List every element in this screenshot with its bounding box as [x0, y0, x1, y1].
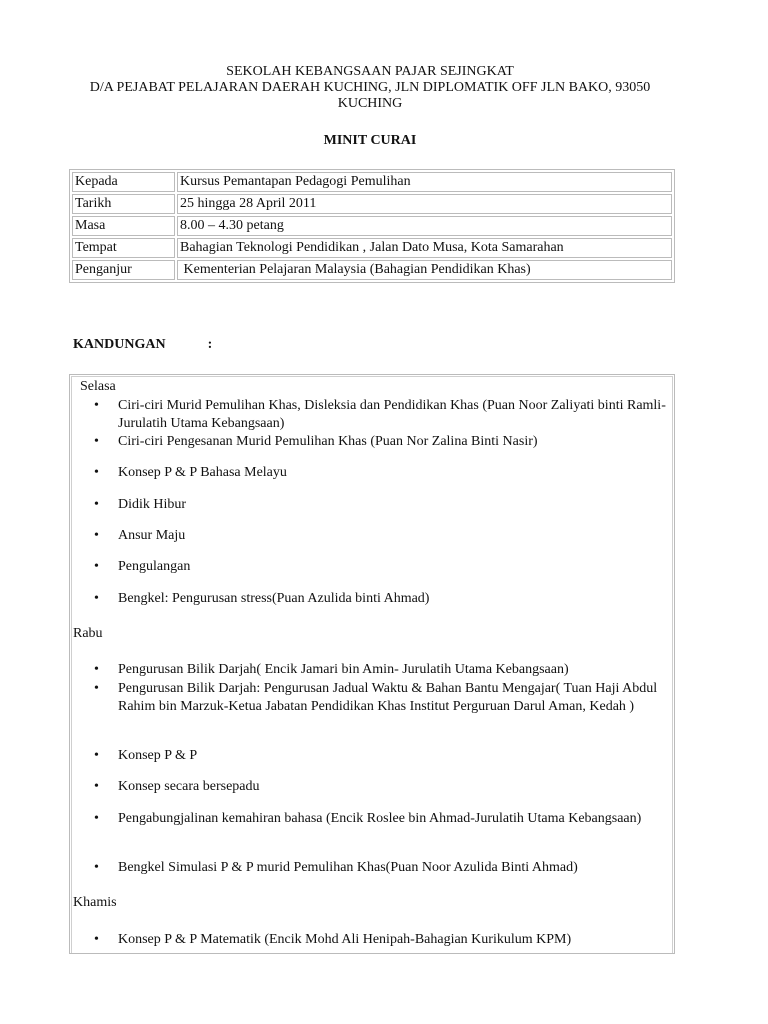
list-item: Konsep P & P: [118, 748, 198, 763]
info-value: 25 hingga 28 April 2011: [177, 194, 672, 214]
school-header: [70, 64, 670, 112]
school-name: SEKOLAH KEBANGSAAN PAJAR SEJINGKAT: [226, 64, 514, 79]
info-row-penganjur: [72, 260, 672, 280]
info-key: Masa: [72, 216, 175, 236]
list-item: Bengkel: Pengurusan stress(Puan Azulida binti Ahmad): [118, 591, 430, 606]
document-title: MINIT CURAI: [323, 133, 417, 148]
info-value: Kementerian Pelajaran Malaysia (Bahagian Pendidikan Khas): [177, 260, 672, 280]
list-item: Pengulangan: [118, 559, 191, 574]
info-key: Tempat: [72, 238, 175, 258]
list-item: Ansur Maju: [118, 528, 186, 543]
section-colon: :: [207, 337, 213, 352]
content-frame: [71, 376, 673, 953]
info-row-tarikh: [72, 194, 672, 214]
info-key: Penganjur: [72, 260, 175, 280]
info-key: Tarikh: [72, 194, 175, 214]
info-value: 8.00 – 4.30 petang: [177, 216, 672, 236]
list-item: Pengurusan Bilik Darjah: Pengurusan Jadual Waktu & Bahan Bantu Mengajar( Tuan Haji Abdul Rahim bin Marzuk-Ketua Jabatan Pendidikan Khas Institut Perguruan Darul Aman, Kedah ): [118, 681, 658, 714]
list-item: Didik Hibur: [118, 497, 187, 512]
day-heading-selasa: Selasa: [80, 379, 116, 394]
info-row-masa: [72, 216, 672, 236]
list-item: Ciri-ciri Murid Pemulihan Khas, Disleksia dan Pendidikan Khas (Puan Noor Zaliyati binti Ramli- Jurulatih Utama Kebangsaan): [118, 398, 666, 431]
list-item: Ciri-ciri Pengesanan Murid Pemulihan Khas (Puan Nor Zalina Binti Nasir): [118, 434, 538, 449]
content-box: [69, 374, 675, 954]
info-table: [69, 169, 675, 283]
section-label: KANDUNGAN: [73, 337, 166, 352]
info-key: Kepada: [72, 172, 175, 192]
section-heading: [73, 337, 212, 353]
info-row-tempat: [72, 238, 672, 258]
list-item: Pengabungjalinan kemahiran bahasa (Encik Roslee bin Ahmad-Jurulatih Utama Kebangsaan): [118, 811, 642, 826]
list-item: Konsep secara bersepadu: [118, 779, 260, 794]
info-value: Kursus Pemantapan Pedagogi Pemulihan: [177, 172, 672, 192]
day-heading-rabu: Rabu: [73, 626, 103, 641]
info-row-kepada: [72, 172, 672, 192]
day-heading-khamis: Khamis: [73, 895, 117, 910]
school-address: D/A PEJABAT PELAJARAN DAERAH KUCHING, JLN DIPLOMATIK OFF JLN BAKO, 93050: [89, 80, 651, 95]
list-item: Konsep P & P Bahasa Melayu: [118, 465, 287, 480]
list-item: Pengurusan Bilik Darjah( Encik Jamari bin Amin- Jurulatih Utama Kebangsaan): [118, 662, 569, 677]
list-item: Konsep P & P Matematik (Encik Mohd Ali Henipah-Bahagian Kurikulum KPM): [118, 932, 572, 947]
school-city: KUCHING: [337, 96, 403, 111]
info-value: Bahagian Teknologi Pendidikan , Jalan Dato Musa, Kota Samarahan: [177, 238, 672, 258]
list-item: Bengkel Simulasi P & P murid Pemulihan Khas(Puan Noor Azulida Binti Ahmad): [118, 860, 578, 875]
